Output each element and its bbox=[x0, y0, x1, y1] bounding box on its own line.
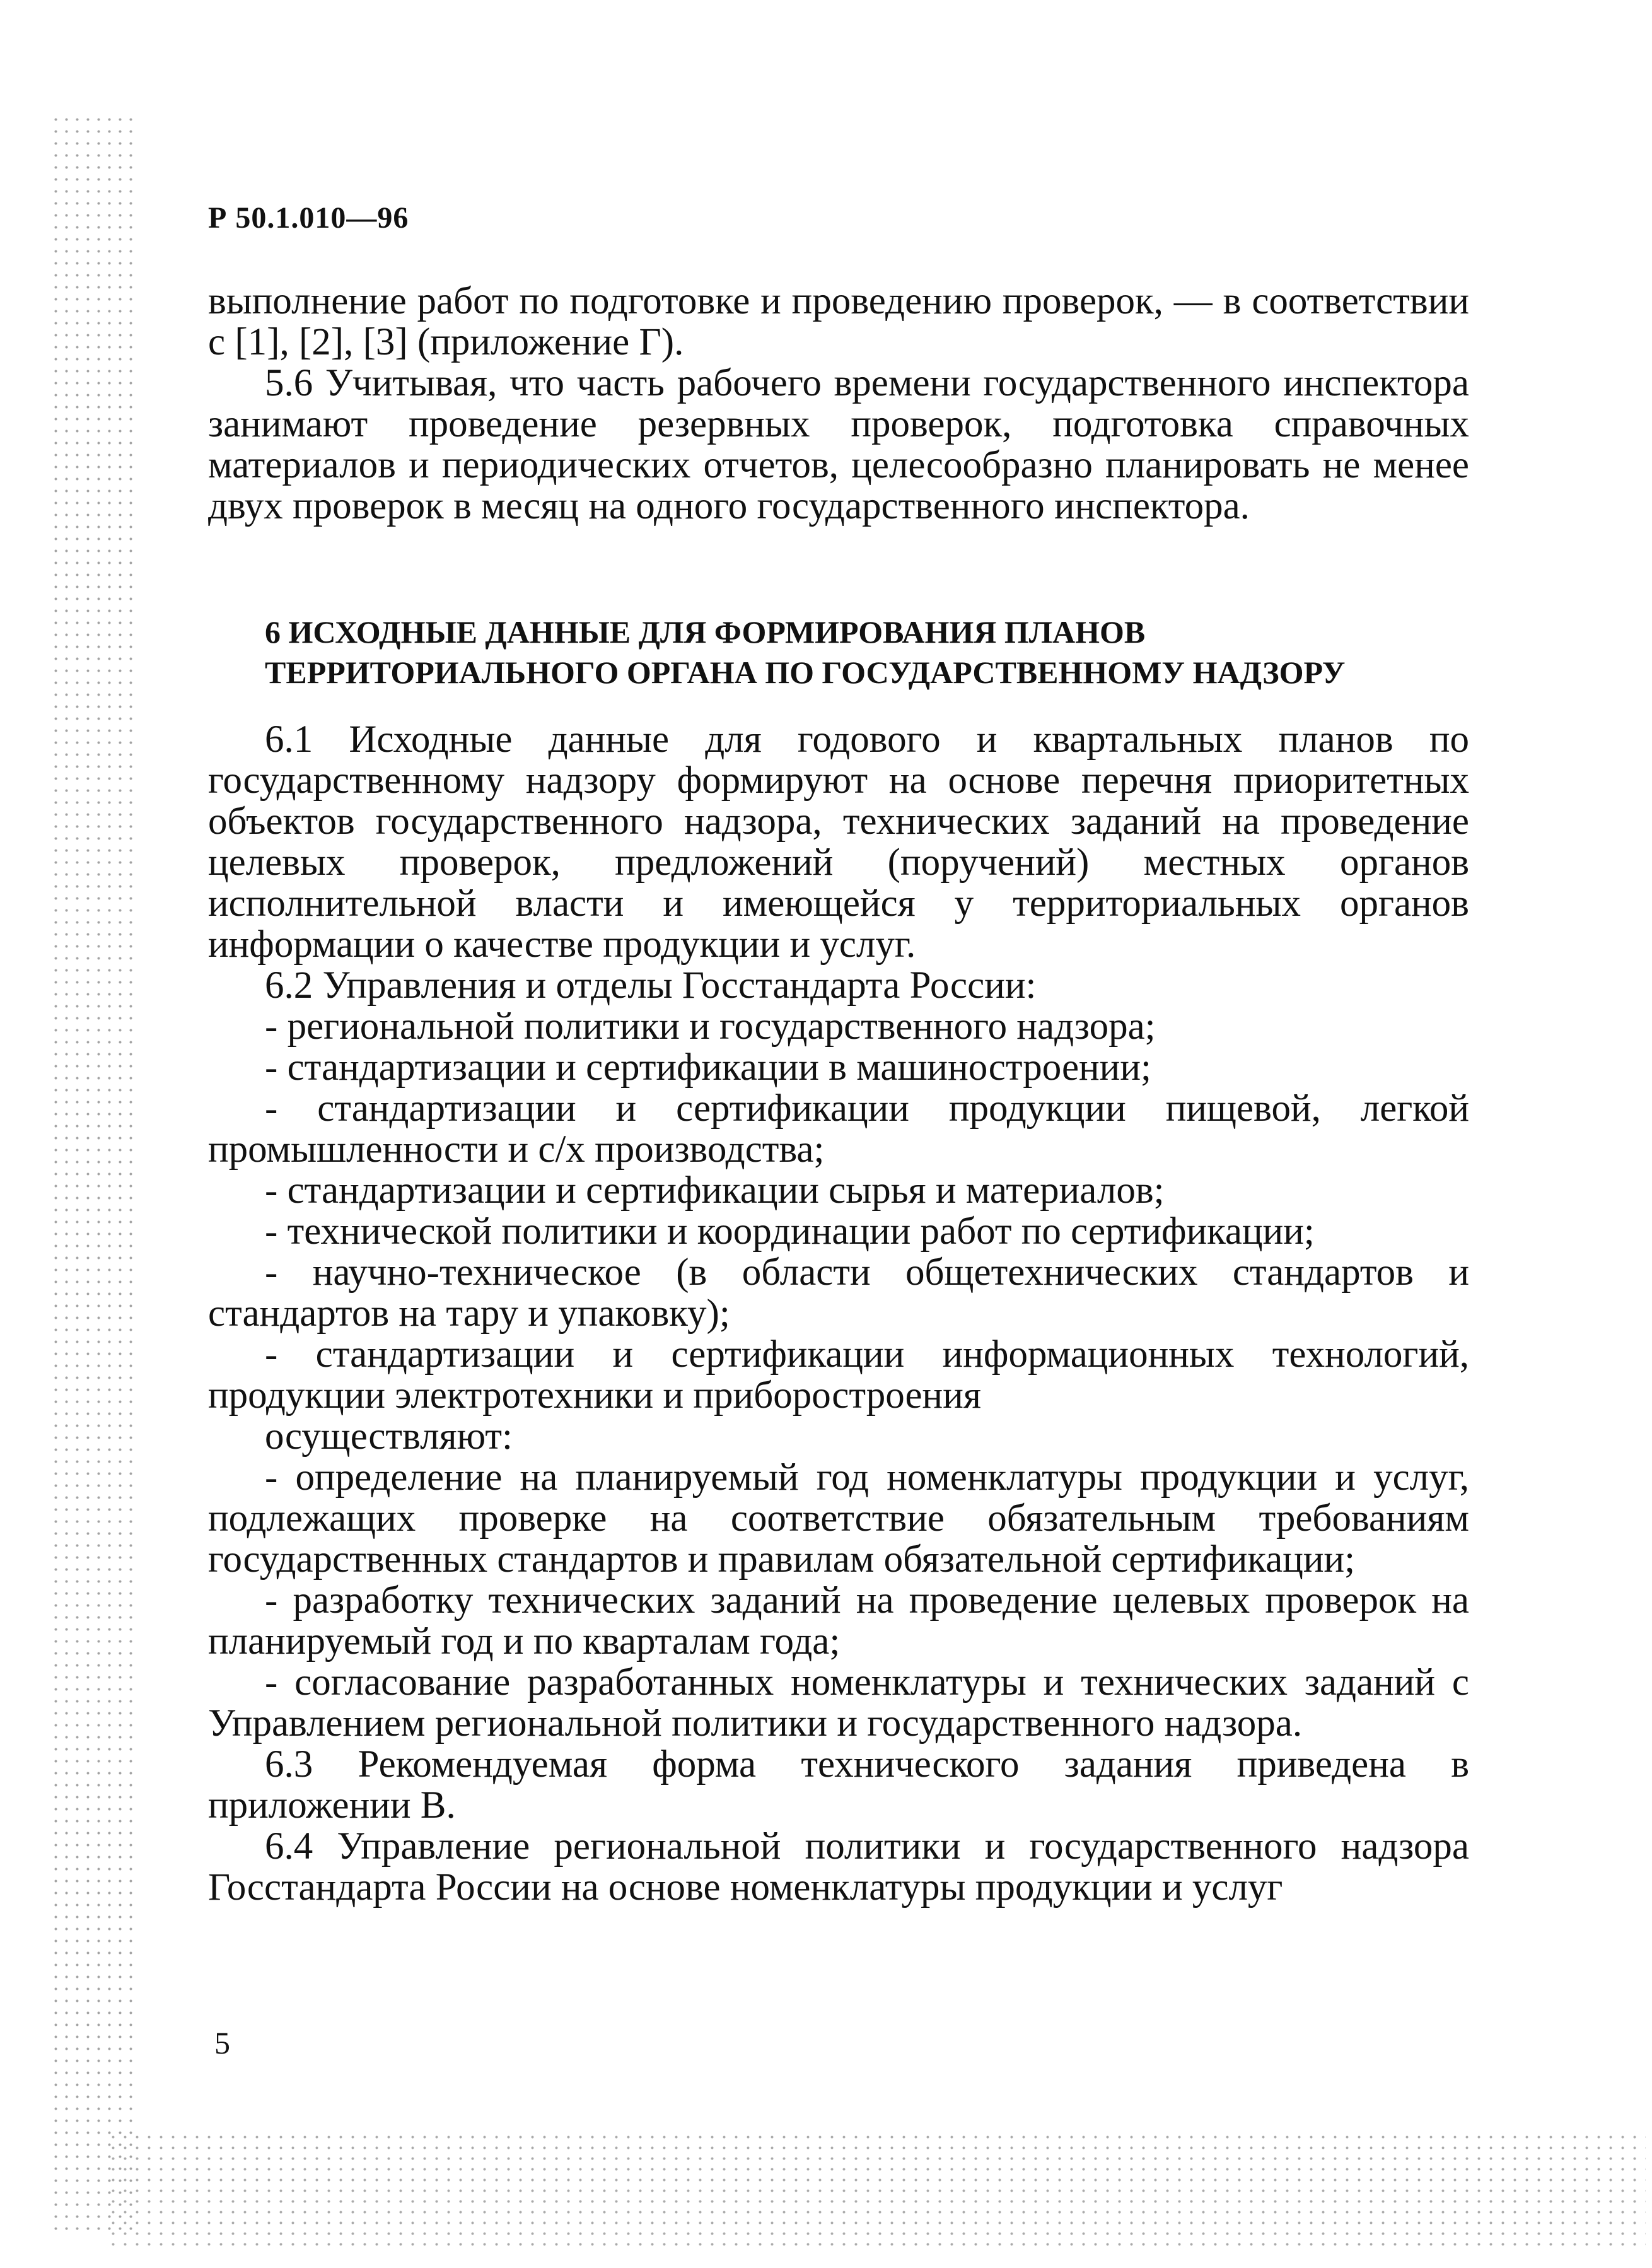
list-item: - стандартизации и сертификации информационных технологий, продукции электротехники и приборостроения bbox=[208, 1333, 1469, 1417]
list-item: - технической политики и координации работ по сертификации; bbox=[265, 1210, 1315, 1253]
page-number: 5 bbox=[214, 2025, 230, 2060]
scan-noise-bottom bbox=[107, 2132, 1646, 2252]
paragraph: выполнение работ по подготовке и проведению проверок, — в соответствии с [1], [2], [3] (приложение Г). bbox=[208, 280, 1469, 363]
paragraph: осуществляют: bbox=[265, 1415, 513, 1458]
list-item: - разработку технических заданий на проведение целевых проверок на планируемый год и по кварталам года; bbox=[208, 1579, 1469, 1663]
list-item: - научно-техническое (в области общетехнических стандартов и стандартов на тару и упаковку); bbox=[208, 1251, 1469, 1335]
list-item: - стандартизации и сертификации в машиностроении; bbox=[265, 1046, 1151, 1089]
list-item: - определение на планируемый год номенклатуры продукции и услуг, подлежащих проверке на соответствие обязательным требованиям государственных стандартов и правилам обязательной сертификации; bbox=[208, 1456, 1469, 1581]
scan-noise-left bbox=[50, 114, 132, 2233]
list-item: - региональной политики и государственного надзора; bbox=[265, 1005, 1156, 1048]
paragraph: 5.6 Учитывая, что часть рабочего времени государственного инспектора занимают проведение резервных проверок, подготовка справочных материалов и периодических отчетов, целесообразно планировать не менее двух проверок в месяц на одного государственного инспектора. bbox=[208, 362, 1469, 527]
list-item: - стандартизации и сертификации сырья и материалов; bbox=[265, 1169, 1165, 1212]
list-item: - стандартизации и сертификации продукции пищевой, легкой промышленности и с/х производства; bbox=[208, 1087, 1469, 1171]
paragraph: 6.3 Рекомендуемая форма технического задания приведена в приложении В. bbox=[208, 1743, 1469, 1827]
section-heading bbox=[265, 612, 1463, 693]
paragraph: 6.4 Управление региональной политики и государственного надзора Госстандарта России на основе номенклатуры продукции и услуг bbox=[208, 1825, 1469, 1909]
document-code: Р 50.1.010—96 bbox=[208, 201, 409, 235]
section-heading-line: 6 ИСХОДНЫЕ ДАННЫЕ ДЛЯ ФОРМИРОВАНИЯ ПЛАНОВ bbox=[265, 614, 1146, 650]
section-heading-line: ТЕРРИТОРИАЛЬНОГО ОРГАНА ПО ГОСУДАРСТВЕННОМУ НАДЗОРУ bbox=[265, 655, 1346, 690]
paragraph: 6.1 Исходные данные для годового и квартальных планов по государственному надзору формируют на основе перечня приоритетных объектов государственного надзора, технических заданий на проведение целевых проверок, предложений (поручений) местных органов исполнительной власти и имеющейся у территориальных органов информации о качестве продукции и услуг. bbox=[208, 718, 1469, 966]
list-item: - согласование разработанных номенклатуры и технических заданий с Управлением региональной политики и государственного надзора. bbox=[208, 1661, 1469, 1745]
text-block-top bbox=[208, 281, 1469, 527]
paragraph: 6.2 Управления и отделы Госстандарта России: bbox=[265, 964, 1037, 1007]
text-block-main bbox=[208, 719, 1469, 1908]
